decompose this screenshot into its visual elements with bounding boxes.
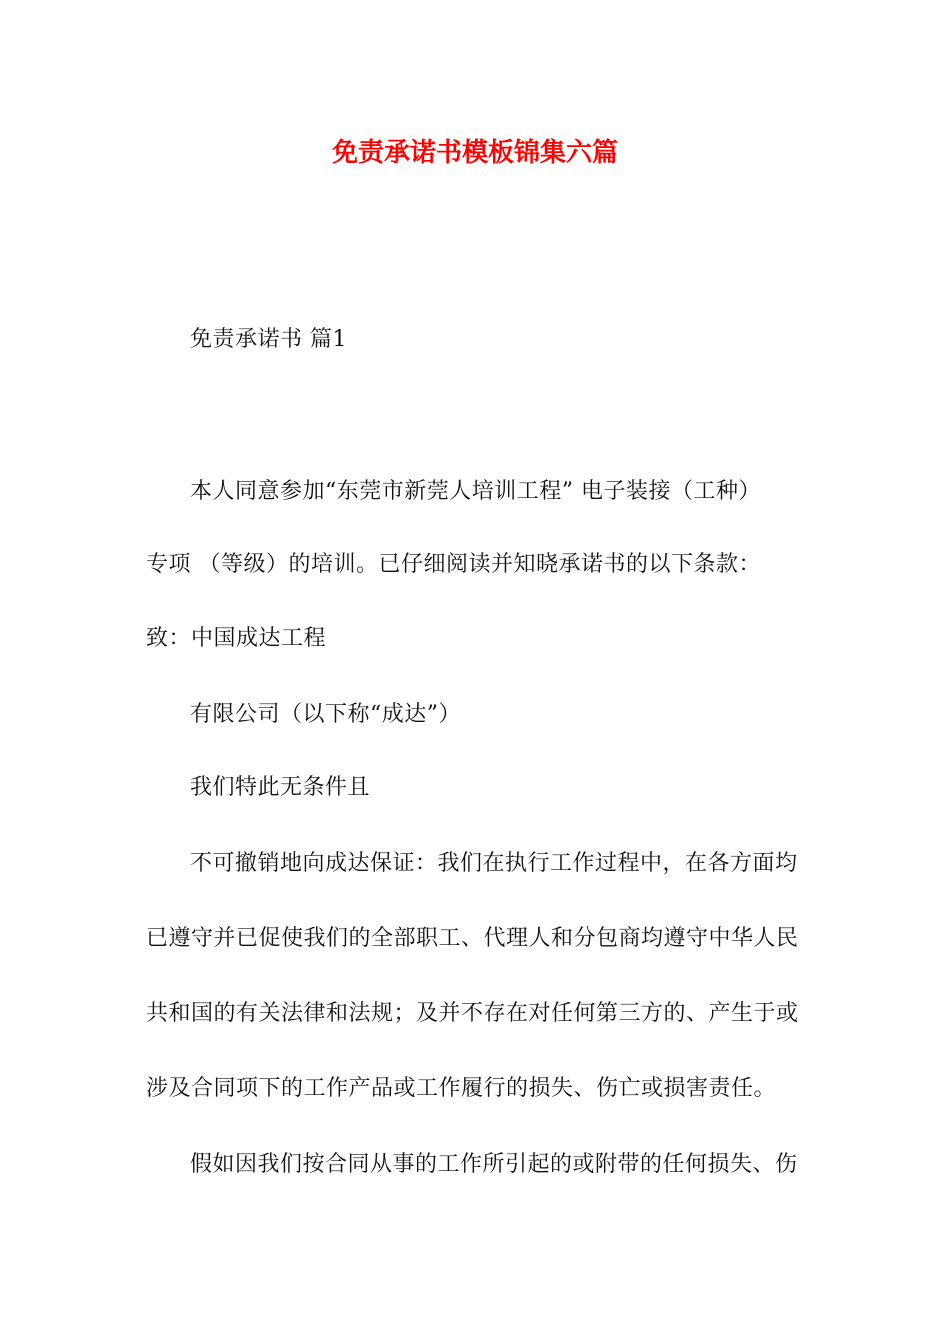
paragraph-line: 有限公司（以下称“成达”） [190, 702, 461, 727]
paragraph-line: 致：中国成达工程 [146, 626, 327, 651]
paragraph-line: 涉及合同项下的工作产品或工作履行的损失、伤亡或损害责任。 [146, 1076, 777, 1101]
paragraph-line: 本人同意参加“东莞市新莞人培训工程” 电子装接（工种） [190, 479, 761, 504]
paragraph-line: 专项 （等级）的培训。已仔细阅读并知晓承诺书的以下条款： [146, 552, 761, 577]
section-heading: 免责承诺书 篇1 [190, 327, 347, 352]
paragraph-line: 不可撤销地向成达保证：我们在执行工作过程中，在各方面均 [190, 851, 798, 876]
paragraph-line: 我们特此无条件且 [190, 775, 371, 800]
paragraph-line: 共和国的有关法律和法规；及并不存在对任何第三方的、产生于或 [146, 1001, 799, 1026]
paragraph-line: 假如因我们按合同从事的工作所引起的或附带的任何损失、伤 [190, 1152, 798, 1177]
paragraph-line: 已遵守并已促使我们的全部职工、代理人和分包商均遵守中华人民 [146, 926, 799, 951]
document-title: 免责承诺书模板锦集六篇 [331, 138, 618, 168]
